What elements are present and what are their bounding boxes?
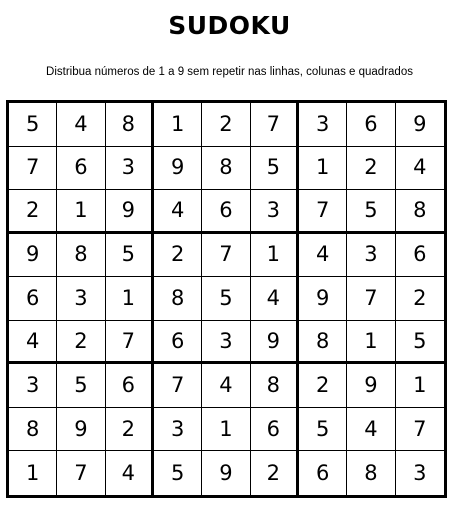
sudoku-cell[interactable]: 8: [347, 451, 395, 495]
sudoku-cell[interactable]: 3: [251, 190, 299, 234]
sudoku-cell[interactable]: 9: [251, 321, 299, 365]
sudoku-cell[interactable]: 8: [106, 103, 154, 147]
sudoku-cell[interactable]: 5: [347, 190, 395, 234]
sudoku-cell[interactable]: 6: [396, 234, 444, 278]
sudoku-cell[interactable]: 6: [347, 103, 395, 147]
sudoku-cell[interactable]: 8: [57, 234, 105, 278]
sudoku-cell[interactable]: 9: [57, 408, 105, 452]
sudoku-cell[interactable]: 4: [396, 147, 444, 191]
sudoku-cell[interactable]: 6: [251, 408, 299, 452]
sudoku-cell[interactable]: 1: [154, 103, 202, 147]
sudoku-cell[interactable]: 7: [154, 364, 202, 408]
sudoku-cell[interactable]: 5: [299, 408, 347, 452]
sudoku-cell[interactable]: 4: [299, 234, 347, 278]
sudoku-cell[interactable]: 6: [154, 321, 202, 365]
sudoku-cell[interactable]: 9: [106, 190, 154, 234]
sudoku-cell[interactable]: 2: [154, 234, 202, 278]
sudoku-cell[interactable]: 1: [299, 147, 347, 191]
sudoku-cell[interactable]: 2: [251, 451, 299, 495]
sudoku-cell[interactable]: 6: [299, 451, 347, 495]
sudoku-cell[interactable]: 9: [154, 147, 202, 191]
sudoku-cell[interactable]: 7: [347, 277, 395, 321]
sudoku-cell[interactable]: 7: [299, 190, 347, 234]
sudoku-cell[interactable]: 3: [299, 103, 347, 147]
sudoku-cell[interactable]: 8: [396, 190, 444, 234]
sudoku-cell[interactable]: 1: [106, 277, 154, 321]
sudoku-cell[interactable]: 5: [57, 364, 105, 408]
sudoku-cell[interactable]: 2: [106, 408, 154, 452]
sudoku-cell[interactable]: 7: [202, 234, 250, 278]
sudoku-cell[interactable]: 5: [396, 321, 444, 365]
sudoku-cell[interactable]: 8: [9, 408, 57, 452]
sudoku-cell[interactable]: 9: [299, 277, 347, 321]
sudoku-cell[interactable]: 1: [9, 451, 57, 495]
sudoku-cell[interactable]: 9: [396, 103, 444, 147]
sudoku-cell[interactable]: 4: [154, 190, 202, 234]
sudoku-cell[interactable]: 3: [106, 147, 154, 191]
sudoku-cell[interactable]: 3: [413, 460, 427, 485]
sudoku-cell[interactable]: 8: [154, 277, 202, 321]
sudoku-cell[interactable]: 7: [57, 451, 105, 495]
sudoku-cell[interactable]: 4: [57, 103, 105, 147]
sudoku-cell[interactable]: 1: [396, 364, 444, 408]
sudoku-cell[interactable]: 2: [347, 147, 395, 191]
sudoku-cell[interactable]: 1: [57, 190, 105, 234]
sudoku-cell[interactable]: 5: [251, 147, 299, 191]
sudoku-cell[interactable]: 6: [9, 277, 57, 321]
instructions-text: Distribua números de 1 a 9 sem repetir nas linhas, colunas e quadrados: [46, 66, 413, 78]
sudoku-cell[interactable]: 1: [347, 321, 395, 365]
sudoku-cell[interactable]: 2: [299, 364, 347, 408]
sudoku-cell[interactable]: 7: [251, 103, 299, 147]
sudoku-cell[interactable]: 5: [9, 103, 57, 147]
sudoku-cell[interactable]: 8: [251, 364, 299, 408]
sudoku-cell[interactable]: 4: [347, 408, 395, 452]
sudoku-cell[interactable]: 5: [154, 451, 202, 495]
sudoku-cell[interactable]: 6: [202, 190, 250, 234]
sudoku-cell[interactable]: 8: [202, 147, 250, 191]
sudoku-cell[interactable]: 7: [9, 147, 57, 191]
sudoku-cell[interactable]: 7: [106, 321, 154, 365]
sudoku-cell[interactable]: 5: [202, 277, 250, 321]
sudoku-cell[interactable]: 4: [251, 277, 299, 321]
sudoku-cell[interactable]: 3: [347, 234, 395, 278]
sudoku-cell[interactable]: 9: [202, 451, 250, 495]
sudoku-cell[interactable]: 6: [57, 147, 105, 191]
sudoku-cell[interactable]: 4: [9, 321, 57, 365]
sudoku-cell[interactable]: 2: [9, 190, 57, 234]
sudoku-cell[interactable]: 8: [299, 321, 347, 365]
sudoku-cell[interactable]: 1: [202, 408, 250, 452]
sudoku-cell[interactable]: 4: [202, 364, 250, 408]
sudoku-cell[interactable]: 7: [396, 408, 444, 452]
sudoku-cell[interactable]: 3: [9, 364, 57, 408]
sudoku-cell[interactable]: 2: [202, 103, 250, 147]
sudoku-cell[interactable]: 4: [106, 451, 154, 495]
sudoku-cell[interactable]: 2: [57, 321, 105, 365]
sudoku-cell[interactable]: 3: [202, 321, 250, 365]
sudoku-cell[interactable]: 9: [347, 364, 395, 408]
sudoku-cell[interactable]: 1: [251, 234, 299, 278]
sudoku-cell[interactable]: 3: [154, 408, 202, 452]
page-title: SUDOKU: [168, 11, 291, 40]
sudoku-cell[interactable]: 9: [9, 234, 57, 278]
sudoku-cell[interactable]: 2: [396, 277, 444, 321]
sudoku-cell[interactable]: 6: [106, 364, 154, 408]
sudoku-cell[interactable]: 3: [57, 277, 105, 321]
sudoku-cell[interactable]: 5: [106, 234, 154, 278]
sudoku-board: [6, 100, 447, 498]
